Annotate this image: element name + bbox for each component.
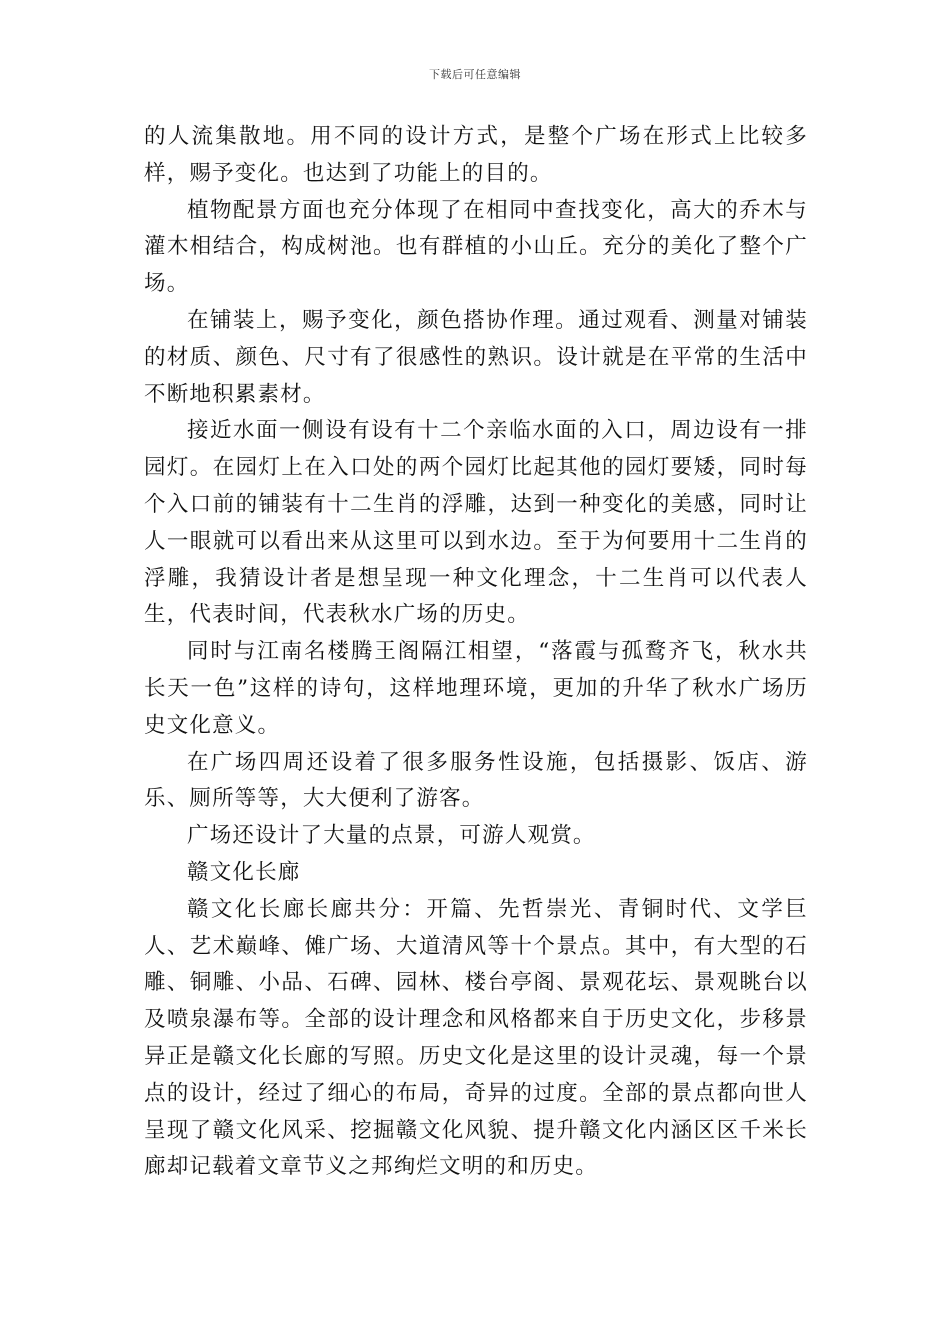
section-heading: 赣文化长廊: [187, 859, 301, 885]
paragraph-tengwang-pavilion: 同时与江南名楼腾王阁隔江相望，“落霞与孤鹜齐飞，秋水共长天一色”这样的诗句，这样地理环境，更加的升华了秋水广场历史文化意义。: [144, 639, 808, 738]
paragraph-gan-culture-corridor: 赣文化长廊长廊共分：开篇、先哲崇光、青铜时代、文学巨人、艺术巅峰、傩广场、大道清风等十个景点。其中，有大型的石雕、铜雕、小品、石碑、园林、楼台亭阁、景观花坛、景观眺台以及喷泉瀑布等。全部的设计理念和风格都来自于历史文化，步移景异正是赣文化长廊的写照。历史文化是这里的设计灵魂，每一个景点的设计，经过了细心的布局，奇异的过度。全部的景点都向世人呈现了赣文化风采、挖掘赣文化风貌、提升赣文化内涵区区千米长廊却记载着文章节义之邦绚烂文明的和历史。: [144, 896, 808, 1180]
paragraph-continued: 的人流集散地。用不同的设计方式，是整个广场在形式上比较多样，赐予变化。也达到了功能上的目的。: [144, 124, 808, 186]
paragraph-scenic-points: 广场还设计了大量的点景，可游人观赏。: [187, 823, 596, 849]
paragraph-paving: 在铺装上，赐予变化，颜色搭协作理。通过观看、测量对铺装的材质、颜色、尺寸有了很感性的熟识。设计就是在平常的生活中不断地积累素材。: [144, 307, 808, 407]
paragraph-plant-landscaping: 植物配景方面也充分体现了在相同中查找变化，高大的乔木与灌木相结合，构成树池。也有群植的小山丘。充分的美化了整个广场。: [144, 197, 808, 297]
document-body: [144, 119, 808, 1186]
paragraph-service-facilities: 在广场四周还设着了很多服务性设施，包括摄影、饭店、游乐、厕所等等，大大便利了游客。: [144, 749, 808, 812]
paragraph-water-entrances: 接近水面一侧设有设有十二个亲临水面的入口，周边设有一排园灯。在园灯上在入口处的两个园灯比起其他的园灯要矮，同时每个入口前的铺装有十二生肖的浮雕，达到一种变化的美感，同时让人一眼就可以看出来从这里可以到水边。至于为何要用十二生肖的浮雕，我猜设计者是想呈现一种文化理念，十二生肖可以代表人生，代表时间，代表秋水广场的历史。: [144, 418, 808, 628]
page-header: 下载后可任意编辑: [429, 68, 521, 81]
